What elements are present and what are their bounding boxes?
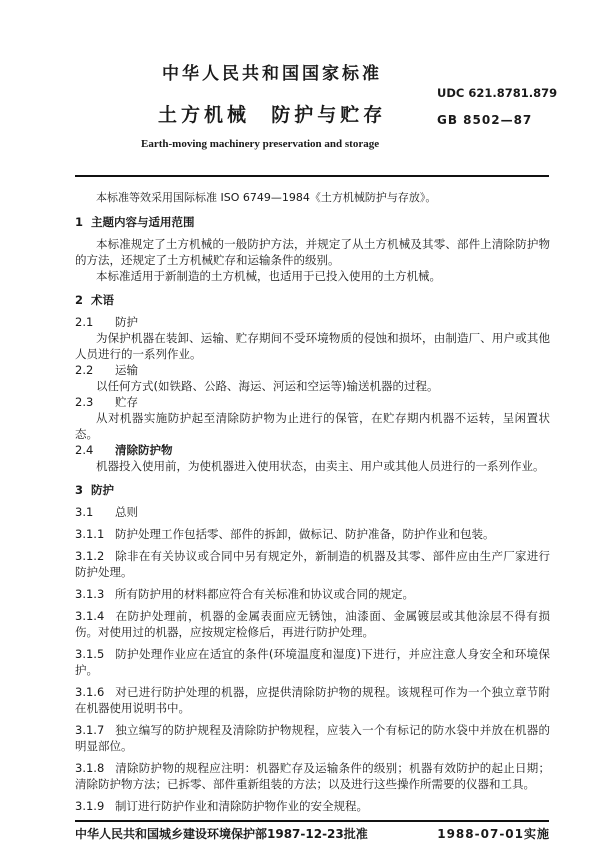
clause-number: 3.1.9 bbox=[75, 799, 105, 813]
term-title: 运输 bbox=[115, 363, 138, 377]
term-title: 贮存 bbox=[115, 395, 138, 409]
section-1-para2: 本标准适用于新制造的土方机械，也适用于已投入使用的土方机械。 bbox=[96, 269, 441, 283]
clause-text: 所有防护用的材料都应符合有关标准和协议或合同的规定。 bbox=[115, 587, 414, 601]
clause-number: 2.1 bbox=[75, 315, 94, 329]
section-1-para1-text: 本标准规定了土方机械的一般防护方法，并规定了从土方机械及其零、部件上清除防护物的方法， bbox=[75, 237, 550, 267]
clause-3-1-6 bbox=[75, 684, 550, 716]
clause-number: 2.2 bbox=[75, 363, 94, 377]
clause-text: 在防护处理前，机器的金属表面应无锈蚀，油漆面、金属镀层或其他涂层不得有损伤。对使用过 bbox=[75, 609, 550, 639]
intro-text: 本标准等效采用国际标准 ISO 6749—1984《土方机械防护与存放》。 bbox=[96, 191, 437, 204]
term-title: 清除防护物 bbox=[115, 443, 173, 457]
udc-code: UDC 621.8781.879 bbox=[437, 86, 558, 100]
clause-3-1-9 bbox=[75, 798, 550, 814]
term-definition: 为保护机器在装卸、运输、贮存期间不受环境物质的侵蚀和损坏，由制造厂、用户或其他人员进行的 bbox=[75, 331, 550, 361]
section-2-heading: 2 术语 bbox=[75, 293, 115, 307]
approval-line: 中华人民共和国城乡建设环境保护部1987-12-23批准 bbox=[75, 827, 368, 841]
document-body bbox=[75, 190, 550, 842]
clause-text: 除非在有关协议或合同中另有规定外，新制造的机器及其零、部件应由生产厂家进行防护处理。 bbox=[75, 549, 550, 579]
clause-3-1-3 bbox=[75, 586, 550, 602]
clause-number: 3.1.1 bbox=[75, 527, 105, 541]
term-2-1 bbox=[75, 314, 550, 330]
clause-text-cont: 位。 bbox=[109, 739, 133, 753]
term-2-4 bbox=[75, 442, 550, 458]
clause-text: 制订进行防护作业和清除防护物作业的安全规程。 bbox=[115, 799, 368, 813]
clause-number: 3.1 bbox=[75, 505, 94, 519]
clause-text-cont: 用说明书中。 bbox=[121, 701, 190, 715]
title-cn: 土方机械 防护与贮存 bbox=[158, 104, 387, 126]
clause-number: 3.1.3 bbox=[75, 587, 105, 601]
org-title: 中华人民共和国国家标准 bbox=[162, 64, 382, 84]
term-2-2 bbox=[75, 362, 550, 378]
term-definition-cont: 一系列作业。 bbox=[132, 347, 202, 361]
clause-3-1-8 bbox=[75, 760, 550, 792]
section-1-heading: 1 主题内容与适用范围 bbox=[75, 215, 195, 229]
footer bbox=[75, 820, 550, 842]
clause-number: 3.1.7 bbox=[75, 723, 105, 737]
clause-text: 清除防护物的规程应注明：机器贮存及运输条件的级别；机器有效防护的起止日期；清除防护物 bbox=[75, 761, 550, 791]
term-definition-2-1 bbox=[75, 330, 550, 362]
clause-text: 防护处理作业应在适宜的条件(环境温度和湿度)下进行，并应注意人身安全和环境保护。 bbox=[75, 647, 550, 677]
term-definition: 以任何方式(如铁路、公路、海运、河运和空运等)输送机器的过程。 bbox=[96, 379, 439, 393]
clause-3-1-5 bbox=[75, 646, 550, 678]
term-2-3 bbox=[75, 394, 550, 410]
term-definition: 机器投入使用前，为使机器进入使用状态，由卖主、用户或其他人员进行的一系列作业。 bbox=[96, 459, 545, 473]
effective-date: 1988-07-01实施 bbox=[437, 827, 550, 841]
section-1-para1 bbox=[75, 236, 550, 268]
clause-number: 3.1.5 bbox=[75, 647, 105, 661]
clause-3-1-7 bbox=[75, 722, 550, 754]
clause-number: 3.1.4 bbox=[75, 609, 105, 623]
term-title: 防护 bbox=[115, 315, 138, 329]
clause-text-cont: 方法；已拆零、部件重新组装的方法；以及进行这些操作所需要的仪器和工具。 bbox=[132, 777, 535, 791]
clause-text: 对已进行防护处理的机器，应提供清除防护物的规程。该规程可作为一个独立章节附在机器使 bbox=[75, 685, 550, 715]
clause-title: 总则 bbox=[115, 505, 138, 519]
clause-number: 3.1.6 bbox=[75, 685, 105, 699]
clause-number: 2.3 bbox=[75, 395, 94, 409]
clause-text-cont: 的机器，应按规定检修后，再进行防护处理。 bbox=[144, 625, 374, 639]
clause-number: 3.1.8 bbox=[75, 761, 105, 775]
clause-number: 2.4 bbox=[75, 443, 94, 457]
clause-number: 3.1.2 bbox=[75, 549, 105, 563]
title-en: Earth-moving machinery preservation and storage bbox=[141, 138, 380, 150]
clause-3-1-2 bbox=[75, 548, 550, 580]
clause-3-1-4 bbox=[75, 608, 550, 640]
section-3-heading: 3 防护 bbox=[75, 483, 115, 497]
gb-number: GB 8502—87 bbox=[437, 113, 533, 127]
clause-3-1-1 bbox=[75, 526, 550, 542]
clause-text: 独立编写的防护规程及清除防护物规程，应装入一个有标记的防水袋中并放在机器的明显部 bbox=[75, 723, 550, 753]
clause-3-1 bbox=[75, 504, 550, 520]
header-divider bbox=[75, 175, 549, 177]
term-definition: 从对机器实施防护起至清除防护物为止进行的保管，在贮存期内机器不运转，呈闲置状态。 bbox=[75, 411, 550, 441]
section-1-para1-cont: 还规定了土方机械贮存和运输条件的级别。 bbox=[121, 253, 340, 267]
clause-text: 防护处理工作包括零、部件的拆卸，做标记、防护准备，防护作业和包装。 bbox=[115, 527, 495, 541]
